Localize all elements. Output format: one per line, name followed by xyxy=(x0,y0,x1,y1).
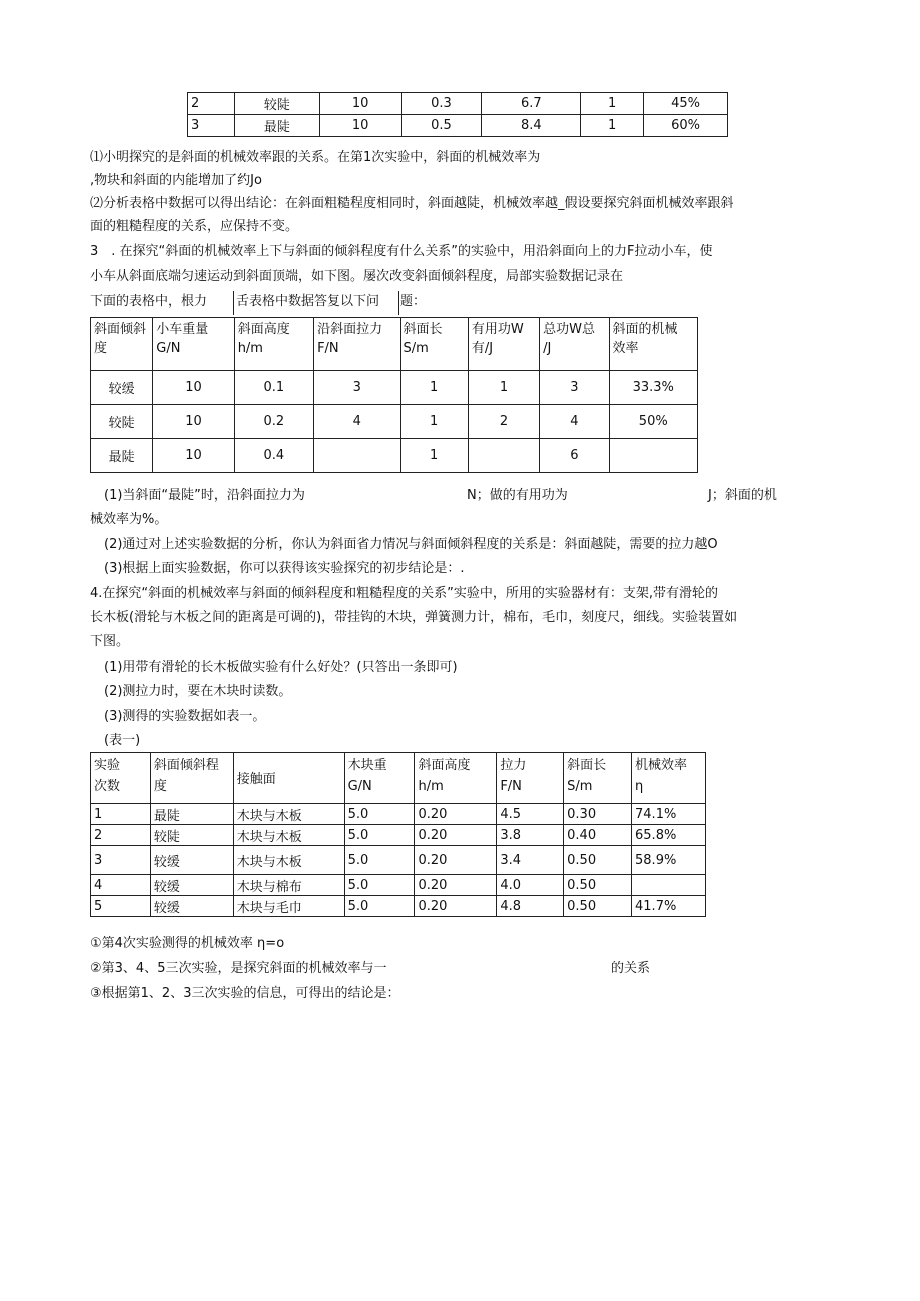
table-cell xyxy=(314,439,400,473)
table-cell: 木块与木板 xyxy=(233,825,344,846)
table-cell: 最陡 xyxy=(150,804,233,825)
table-cell: 0.20 xyxy=(415,875,497,896)
table-cell: 0.4 xyxy=(234,439,313,473)
table-cell xyxy=(468,439,539,473)
table-cell: 0.3 xyxy=(401,93,482,115)
table-cell: 2 xyxy=(91,825,151,846)
q4-answer-2-a: ②第3、4、5三次实验，是探究斜面的机械效率与一 xyxy=(90,961,387,976)
table-header-row xyxy=(91,318,698,371)
table-cell: 50% xyxy=(609,405,698,439)
table-row xyxy=(91,804,706,825)
q2-sub1-line2: ,物块和斜面的内能增加了约Jo xyxy=(90,173,262,188)
q4-sub2: (2)测拉力时，要在木块时读数。 xyxy=(104,684,292,699)
table-cell: 8.4 xyxy=(482,115,581,137)
table-cell: 较缓 xyxy=(91,371,153,405)
table-cell: 木块与毛巾 xyxy=(233,896,344,917)
q4-intro-line3: 下图。 xyxy=(90,634,130,649)
table-cell: 5 xyxy=(91,896,151,917)
table-cell: 较缓 xyxy=(150,896,233,917)
table-cell: 较陡 xyxy=(150,825,233,846)
table-cell: 60% xyxy=(644,115,728,137)
table-cell: 0.50 xyxy=(564,875,632,896)
table-cell: 6.7 xyxy=(482,93,581,115)
table-cell: 41.7% xyxy=(632,896,706,917)
table-cell: 最陡 xyxy=(234,115,319,137)
column-header: 拉力 F/N xyxy=(497,753,564,804)
table-cell: 10 xyxy=(153,405,234,439)
table-cell: 4.8 xyxy=(497,896,564,917)
table-cell: 5.0 xyxy=(344,846,415,875)
table-cell: 最陡 xyxy=(91,439,153,473)
table-cell: 较陡 xyxy=(234,93,319,115)
column-header: 接触面 xyxy=(233,753,344,804)
table-cell: 0.50 xyxy=(564,846,632,875)
table-cell: 10 xyxy=(319,93,401,115)
table-cell: 0.2 xyxy=(234,405,313,439)
table-cell: 1 xyxy=(400,371,468,405)
table-cell: 3 xyxy=(188,115,235,137)
q4-table-caption: (表一) xyxy=(104,733,141,748)
q2-sub2-line2: 面的粗糙程度的关系，应保持不变。 xyxy=(90,219,299,234)
table-cell: 45% xyxy=(644,93,728,115)
table-cell: 0.20 xyxy=(415,825,497,846)
table-cell: 3.8 xyxy=(497,825,564,846)
table-cell: 0.50 xyxy=(564,896,632,917)
table-cell: 1 xyxy=(581,115,644,137)
table-cell: 3.4 xyxy=(497,846,564,875)
table-row xyxy=(188,93,728,115)
q3-intro-line3-b: 舌表格中数据答复以下问 xyxy=(236,294,380,309)
table-cell: 较陡 xyxy=(91,405,153,439)
q4-sub1: (1)用带有滑轮的长木板做实验有什么好处？(只答出一条即可) xyxy=(104,660,458,675)
column-header: 斜面的机械 效率 xyxy=(609,318,698,371)
table-cell: 5.0 xyxy=(344,825,415,846)
q4-intro-line1: 4.在探究“斜面的机械效率与斜面的倾斜程度和粗糙程度的关系”实验中，所用的实验器材有：支架,带有滑轮的 xyxy=(90,586,719,601)
column-header: 总功W总 /J xyxy=(540,318,609,371)
table-cell: 10 xyxy=(153,371,234,405)
table-cell: 3 xyxy=(91,846,151,875)
table-cell: 58.9% xyxy=(632,846,706,875)
table-cell: 3 xyxy=(540,371,609,405)
q3-sub1-d: 械效率为%。 xyxy=(90,512,168,527)
table-cell: 2 xyxy=(468,405,539,439)
column-header: 斜面倾斜 度 xyxy=(91,318,153,371)
table-row xyxy=(188,115,728,137)
column-header: 斜面倾斜程 度 xyxy=(150,753,233,804)
column-header: 有用功W 有/J xyxy=(468,318,539,371)
q3-sub1-a: (1)当斜面“最陡”时，沿斜面拉力为 xyxy=(104,488,305,503)
q4-sub3: (3)测得的实验数据如表一。 xyxy=(104,709,266,724)
q3-intro-line2: 小车从斜面底端匀速运动到斜面顶端，如下图。屡次改变斜面倾斜程度，局部实验数据记录在 xyxy=(90,269,624,284)
table-row xyxy=(91,405,698,439)
table-cell: 3 xyxy=(314,371,400,405)
column-header: 木块重 G/N xyxy=(344,753,415,804)
table-cell: 5.0 xyxy=(344,896,415,917)
table-cell: 木块与木板 xyxy=(233,804,344,825)
table-row xyxy=(91,371,698,405)
table-cell: 较缓 xyxy=(150,846,233,875)
q4-data-table xyxy=(90,752,706,917)
table-cell xyxy=(632,875,706,896)
table-cell: 较缓 xyxy=(150,875,233,896)
q4-answer-3: ③根据第1、2、3三次实验的信息，可得出的结论是： xyxy=(90,986,400,1001)
table-row xyxy=(91,896,706,917)
table-cell: 4.5 xyxy=(497,804,564,825)
table-cell: 65.8% xyxy=(632,825,706,846)
table-cell: 0.20 xyxy=(415,896,497,917)
table-row xyxy=(91,875,706,896)
table-row xyxy=(91,825,706,846)
column-header: 小车重量 G/N xyxy=(153,318,234,371)
table-cell: 4 xyxy=(540,405,609,439)
table-cell: 木块与木板 xyxy=(233,846,344,875)
table-cell: 0.5 xyxy=(401,115,482,137)
table-cell: 10 xyxy=(153,439,234,473)
q3-sub2: (2)通过对上述实验数据的分析，你认为斜面省力情况与斜面倾斜程度的关系是：斜面越陡，需要的拉力越O xyxy=(104,537,718,552)
column-header: 机械效率 η xyxy=(632,753,706,804)
column-header: 斜面长 S/m xyxy=(564,753,632,804)
column-header: 斜面高度 h/m xyxy=(415,753,497,804)
column-header: 沿斜面拉力 F/N xyxy=(314,318,400,371)
table-continued xyxy=(187,92,728,137)
table-cell: 0.20 xyxy=(415,846,497,875)
table-cell: 4 xyxy=(314,405,400,439)
table-cell: 0.40 xyxy=(564,825,632,846)
table-cell: 6 xyxy=(540,439,609,473)
q4-answer-1: ①第4次实验测得的机械效率 η=o xyxy=(90,936,285,951)
table-header-row xyxy=(91,753,706,804)
table-cell: 5.0 xyxy=(344,875,415,896)
table-cell: 0.30 xyxy=(564,804,632,825)
column-header: 斜面长 S/m xyxy=(400,318,468,371)
q3-sub1-b: N；做的有用功为 xyxy=(467,488,568,503)
table-cell xyxy=(609,439,698,473)
table-cell: 4 xyxy=(91,875,151,896)
table-cell: 5.0 xyxy=(344,804,415,825)
q2-sub2-line1: ⑵分析表格中数据可以得出结论：在斜面粗糙程度相同时，斜面越陡，机械效率越_假设要探究斜面机械效率跟斜 xyxy=(90,196,734,211)
table-cell: 74.1% xyxy=(632,804,706,825)
q3-intro-line3-c: 题： xyxy=(400,294,427,309)
q3-intro-line3-a: 下面的表格中，根力 xyxy=(90,294,208,309)
q3-data-table xyxy=(90,317,698,473)
table-cell: 2 xyxy=(188,93,235,115)
table-cell: 1 xyxy=(400,405,468,439)
table-cell: 木块与棉布 xyxy=(233,875,344,896)
q2-sub1-line1: ⑴小明探究的是斜面的机械效率跟的关系。在第1次实验中，斜面的机械效率为 xyxy=(90,150,541,165)
column-header: 斜面高度 h/m xyxy=(234,318,313,371)
q3-intro-line1: 3 . 在探究“斜面的机械效率上下与斜面的倾斜程度有什么关系”的实验中，用沿斜面向上的力F拉动小车，使 xyxy=(90,244,713,259)
table-cell: 1 xyxy=(91,804,151,825)
table-cell: 0.1 xyxy=(234,371,313,405)
table-cell: 4.0 xyxy=(497,875,564,896)
column-header: 实验 次数 xyxy=(91,753,151,804)
table-cell: 1 xyxy=(468,371,539,405)
table-cell: 10 xyxy=(319,115,401,137)
table-row xyxy=(91,846,706,875)
q4-intro-line2: 长木板(滑轮与木板之间的距离是可调的)，带挂钩的木块，弹簧测力计，棉布，毛巾，刻度尺，细线。实验装置如 xyxy=(90,610,738,625)
q3-sub1-c: J；斜面的机 xyxy=(708,488,777,503)
table-cell: 33.3% xyxy=(609,371,698,405)
table-cell: 0.20 xyxy=(415,804,497,825)
table-cell: 1 xyxy=(581,93,644,115)
q4-answer-2-b: 的关系 xyxy=(611,961,651,976)
table-row xyxy=(91,439,698,473)
q3-sub3: (3)根据上面实验数据，你可以获得该实验探究的初步结论是：. xyxy=(104,561,465,576)
table-cell: 1 xyxy=(400,439,468,473)
